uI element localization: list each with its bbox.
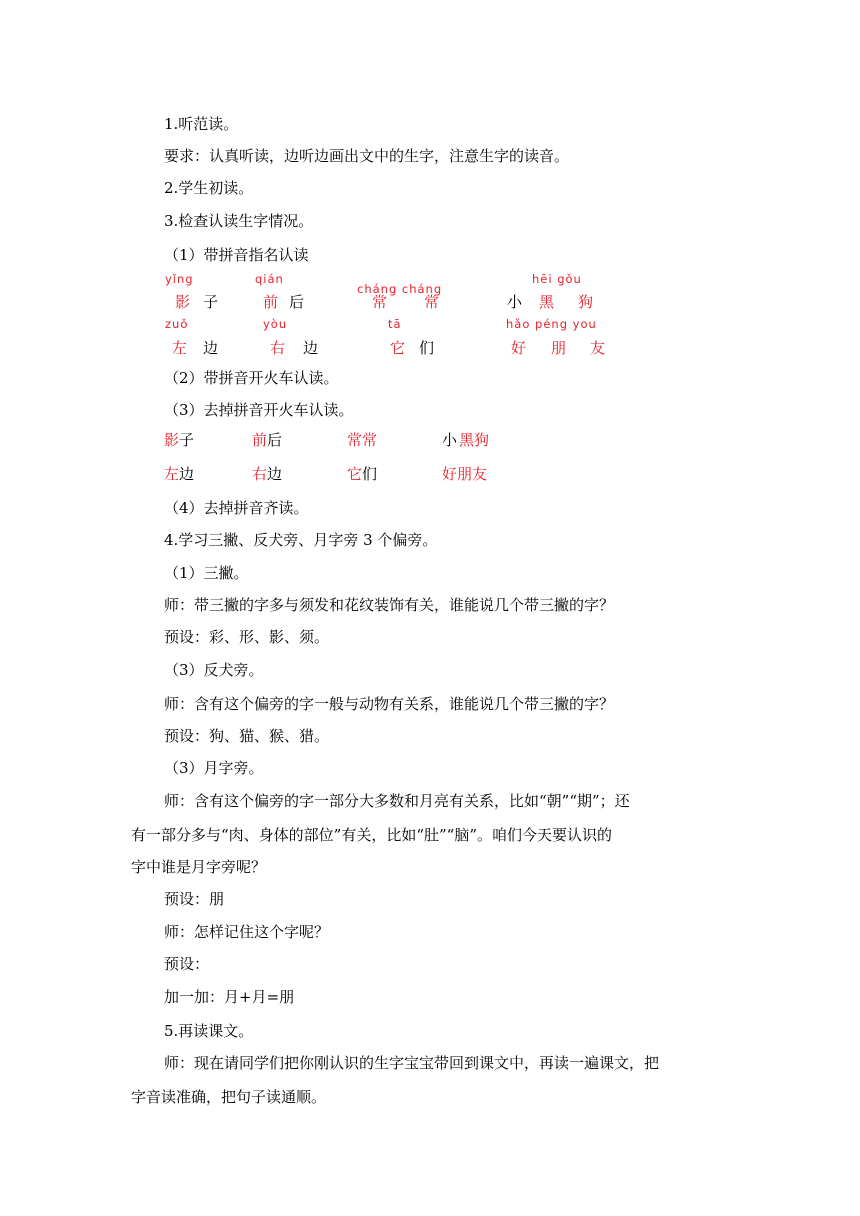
teacher-line-4: 师：怎样记住这个字呢？ (164, 923, 330, 941)
word-haopengyou: 好朋友 (442, 465, 488, 483)
pinyin-qian: qián (255, 272, 284, 286)
teacher-line-3b: 有一部分多与“肉、身体的部位”有关，比如“肚”“脑”。咱们今天要认识的 (131, 826, 613, 844)
radical-yue-heading: （3）月字旁。 (164, 759, 264, 777)
pinyin-haopengyou: hǎo péng you (506, 317, 597, 331)
step-3: 3.检查认读生字情况。 (164, 212, 314, 230)
pinyin-ta: tā (388, 317, 402, 331)
pinyin-heigou: hēi gǒu (532, 272, 582, 286)
char-ying: 影 (175, 293, 191, 311)
preset-4: 预设： (164, 955, 210, 973)
step-4: 4.学习三撇、反犬旁、月字旁 3 个偏旁。 (164, 531, 438, 549)
char-hei: 黑 (539, 293, 555, 311)
step-5: 5.再读课文。 (164, 1022, 254, 1040)
word-youbian-black: 边 (267, 465, 283, 483)
preset-3: 预设：朋 (164, 890, 225, 908)
word-tamen-black: 们 (362, 465, 378, 483)
char-xiao: 小 (507, 293, 523, 311)
char-gou: 狗 (578, 293, 594, 311)
preset-1: 预设：彩、形、影、须。 (164, 628, 330, 646)
char-men: 们 (419, 339, 435, 357)
step-1: 1.听范读。 (164, 115, 239, 133)
char-you: 右 (270, 339, 286, 357)
word-xiao-black: 小 (442, 431, 458, 449)
preset-2: 预设：狗、猫、猴、猎。 (164, 727, 330, 745)
char-you-friend: 友 (590, 339, 606, 357)
char-bian-2: 边 (303, 339, 319, 357)
word-yingzi-black: 子 (179, 431, 195, 449)
teacher-line-3a: 师：含有这个偏旁的字一部分大多数和月亮有关系，比如“朝”“期”；还 (164, 792, 630, 810)
char-hao: 好 (511, 339, 527, 357)
teacher-line-2: 师：含有这个偏旁的字一般与动物有关系，谁能说几个带三撇的字？ (164, 695, 615, 713)
teacher-line-3c: 字中谁是月字旁呢？ (131, 858, 267, 876)
char-zi: 子 (203, 293, 219, 311)
word-heigou: 黑狗 (459, 431, 490, 449)
teacher-line-5a: 师：现在请同学们把你刚认识的生字宝宝带回到课文中，再读一遍课文，把 (164, 1054, 660, 1072)
pinyin-ying: yǐng (165, 272, 194, 286)
word-zuobian-red: 左 (164, 465, 180, 483)
word-yingzi-red: 影 (164, 431, 180, 449)
radical-fanquan-heading: （3）反犬旁。 (164, 661, 264, 679)
char-ta: 它 (390, 339, 406, 357)
char-qian: 前 (263, 293, 279, 311)
sub-step-4: （4）去掉拼音齐读。 (164, 499, 309, 517)
radical-sanpie-heading: （1）三撇。 (164, 564, 249, 582)
pinyin-zuo: zuǒ (165, 317, 189, 331)
char-bian-1: 边 (203, 339, 219, 357)
word-qianhou-red: 前 (252, 431, 268, 449)
word-tamen-red: 它 (347, 465, 363, 483)
pinyin-changchang: cháng cháng (357, 282, 443, 296)
char-peng: 朋 (551, 339, 567, 357)
word-zuobian-black: 边 (179, 465, 195, 483)
word-qianhou-black: 后 (267, 431, 283, 449)
teacher-line-1: 师：带三撇的字多与须发和花纹装饰有关，谁能说几个带三撇的字？ (164, 596, 615, 614)
step-2: 2.学生初读。 (164, 179, 254, 197)
add-method: 加一加：月+月=朋 (164, 988, 295, 1006)
char-chang-2: 常 (424, 293, 440, 311)
sub-step-1: （1）带拼音指名认读 (164, 246, 309, 264)
sub-step-3: （3）去掉拼音开火车认读。 (164, 401, 354, 419)
char-hou: 后 (289, 293, 305, 311)
sub-step-2: （2）带拼音开火车认读。 (164, 369, 339, 387)
char-chang-1: 常 (372, 293, 388, 311)
teacher-line-5b: 字音读准确，把句子读通顺。 (131, 1088, 327, 1106)
requirement: 要求：认真听读，边听边画出文中的生字，注意生字的读音。 (164, 147, 570, 165)
pinyin-you: yòu (263, 317, 288, 331)
word-changchang: 常常 (347, 431, 378, 449)
char-zuo: 左 (172, 339, 188, 357)
word-youbian-red: 右 (252, 465, 268, 483)
